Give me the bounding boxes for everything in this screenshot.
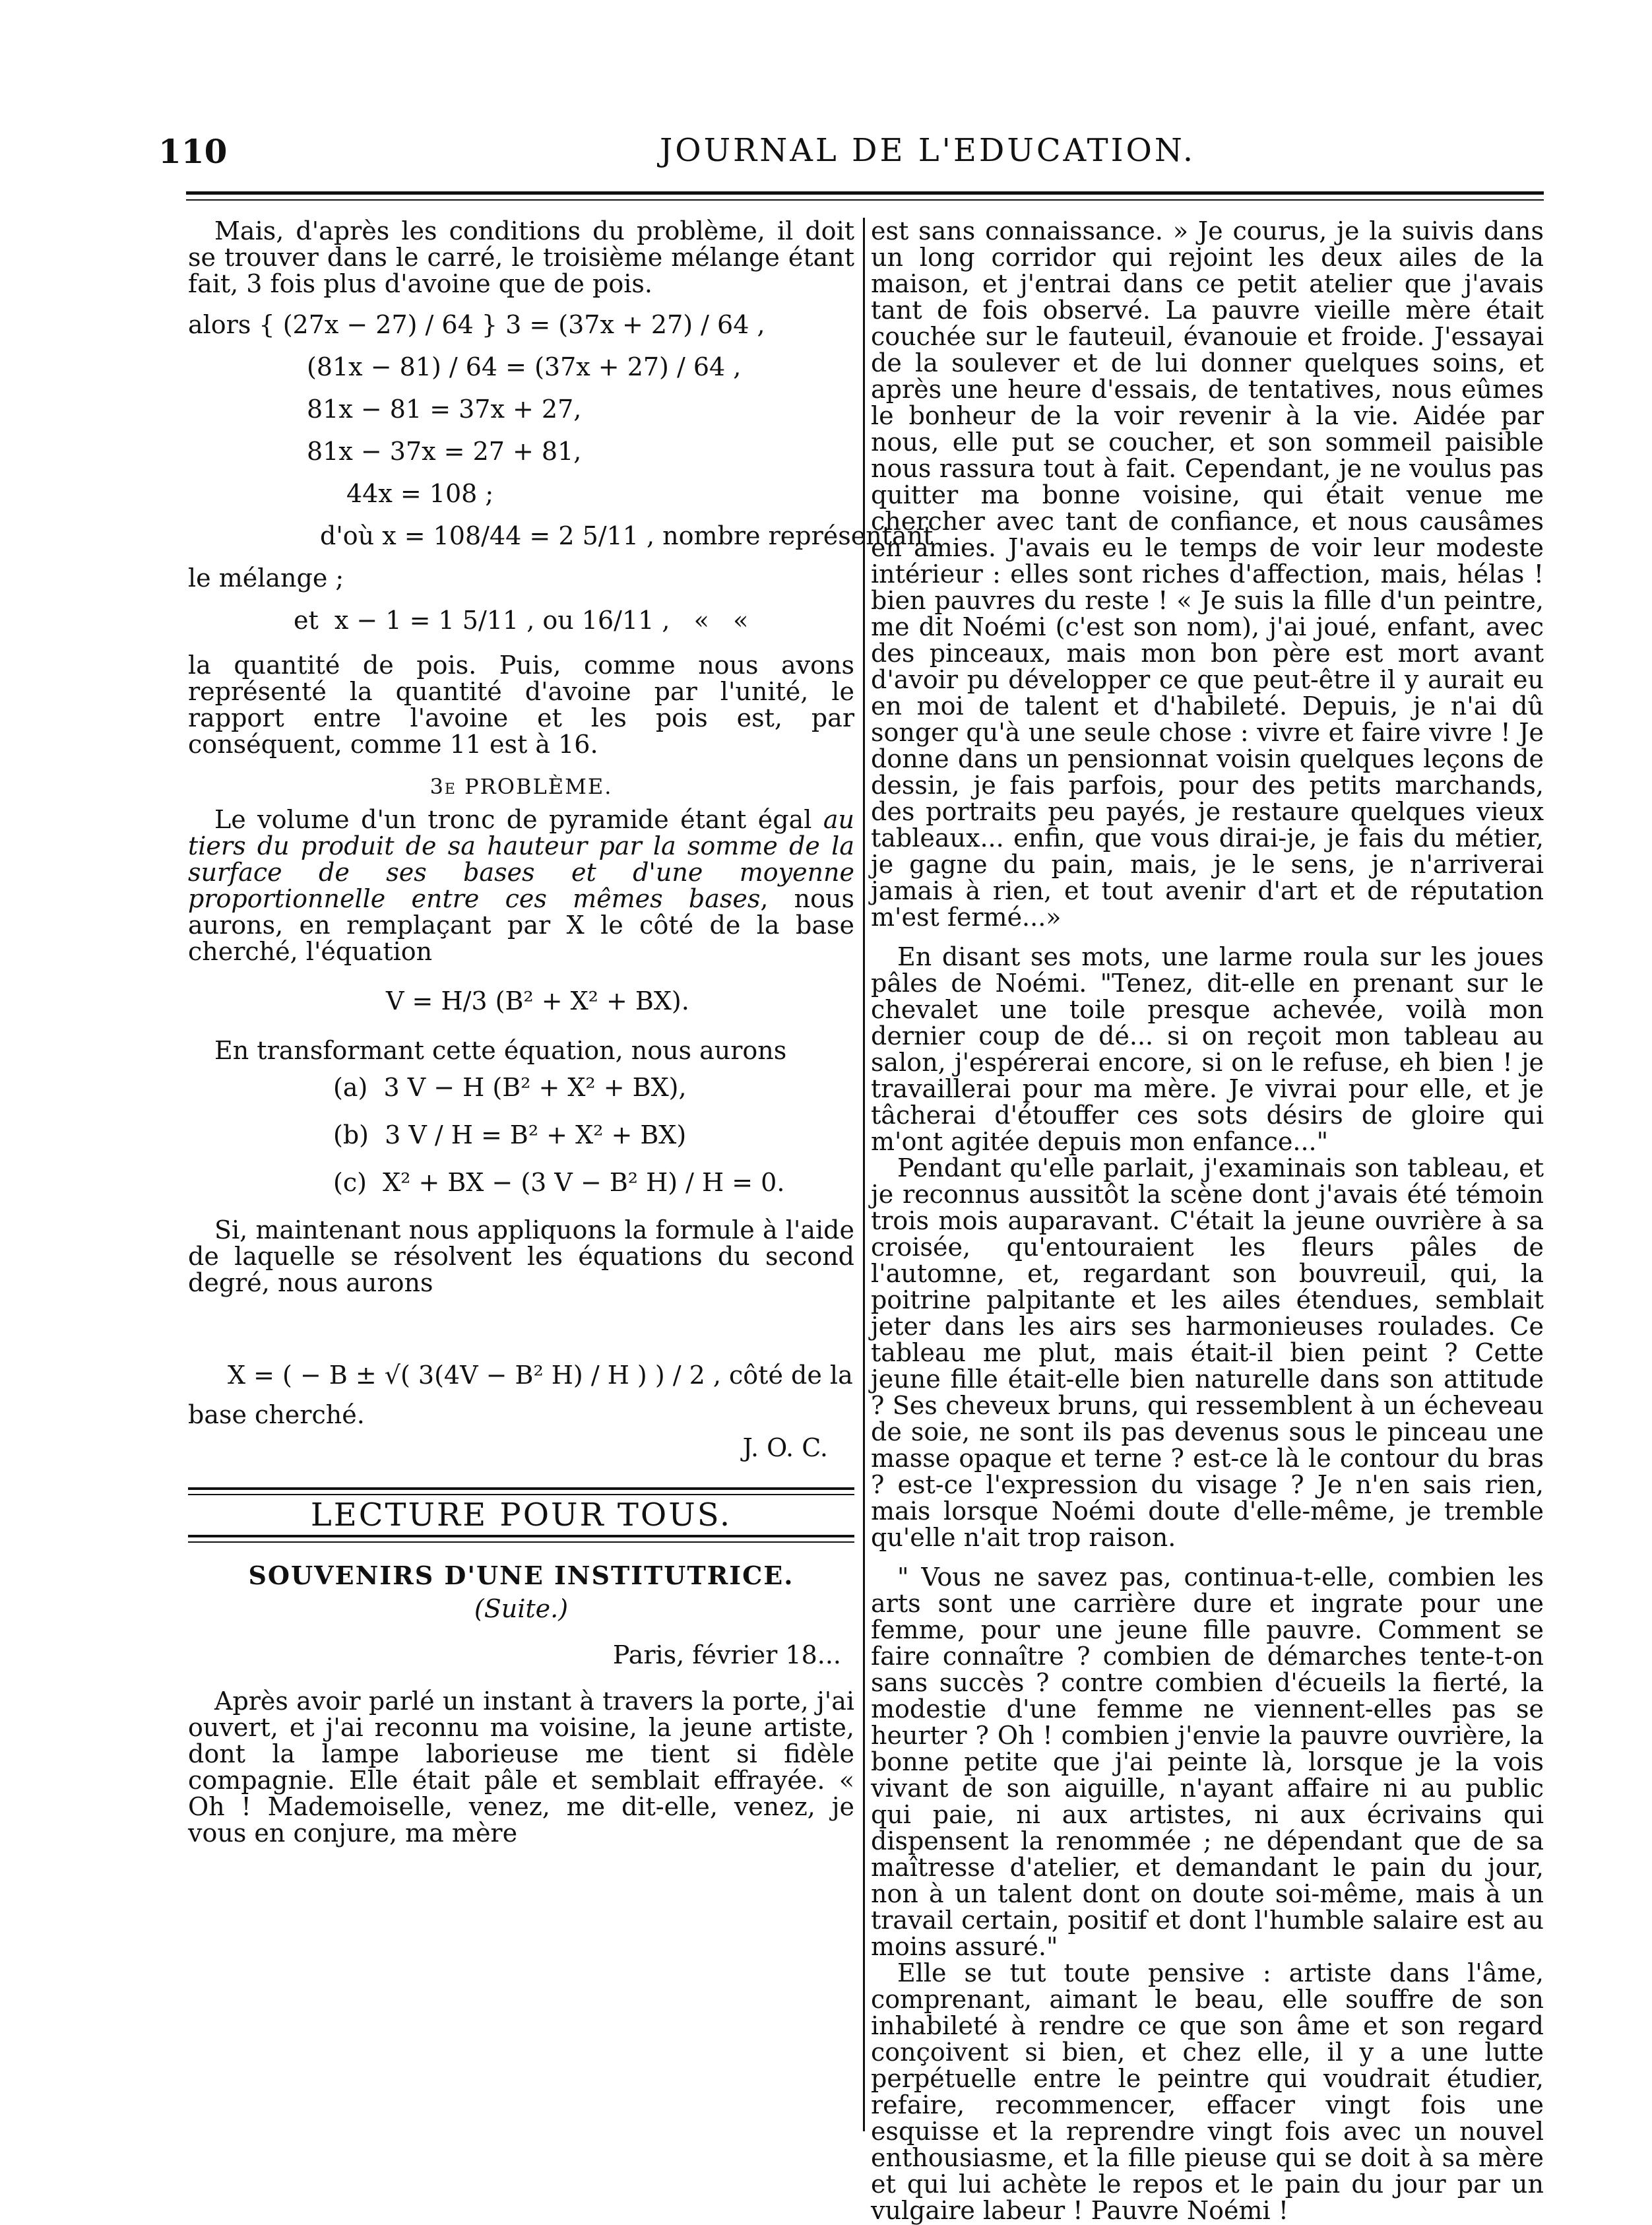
left-paragraph-3	[188, 806, 854, 965]
right-column	[871, 218, 1544, 2224]
right-paragraph-5: Elle se tut toute pensive : artiste dans l'âme, comprenant, aimant le beau, elle souffre de son inhabileté à rendre ce que son âme et son regard conçoivent si bien, et chez elle, il y a une lutte perpétuelle entre le peintre qui voudrait étudier, refaire, recommencer, effacer vingt fois une esquisse et la reprendre vingt fois avec un nouvel enthousiasme, et la fille pieuse qui se doit à sa mère et qui lui achète le repos et le pain du jour par un vulgaire labeur ! Pauvre Noémi !	[871, 1958, 1544, 2225]
p3-italic: au tiers du produit de sa hauteur par la somme de la surface de ses bases et d'une moyenne proportionnelle entre ces mêmes bases	[188, 805, 854, 913]
equation-x: X = ( − B ± √( 3(4V − B² H) / H ) ) / 2 , côté de la	[228, 1361, 853, 1390]
equation-b: (b) 3 V / H = B² + X² + BX)	[333, 1120, 687, 1149]
header-rule	[186, 191, 1544, 195]
left-paragraph-4: En transformant cette équation, nous aurons	[214, 1036, 787, 1065]
right-paragraph-2: En disant ses mots, une larme roula sur les joues pâles de Noémi. "Tenez, dit-elle en prenant sur le chevalet une toile presque achevée, voilà mon dernier coup de dé... si on reçoit mon tableau au salon, j'espérerai encore, si on le refuse, eh bien ! je travaillerai pour ma mère. Je vivrai pour elle, et je tâcherai d'étouffer ces sots désirs de gloire qui m'ont agitée depuis mon enfance..."	[871, 942, 1544, 1156]
story-subtitle: (Suite.)	[474, 1594, 569, 1623]
column-divider	[863, 218, 865, 2131]
equation-6: d'où x = 108/44 = 2 5/11 , nombre représentant	[320, 521, 934, 550]
left-paragraph-1: Mais, d'après les conditions du problème, il doit se trouver dans le carré, le troisième mélange étant fait, 3 fois plus d'avoine que de pois.	[188, 216, 854, 298]
equation-6-continued: le mélange ;	[188, 564, 344, 593]
p3-part-a: Le volume d'un tronc de pyramide étant égal	[214, 805, 823, 834]
signature: J. O. C.	[742, 1433, 828, 1462]
problem-heading: 3e PROBLÈME.	[429, 774, 613, 799]
left-column	[188, 216, 934, 1848]
left-paragraph-5: Si, maintenant nous appliquons la formule à l'aide de laquelle se résolvent les équations du second degré, nous aurons	[188, 1215, 854, 1297]
p3-part-c: , nous aurons, en remplaçant par X le côté de la base cherché, l'équation	[188, 884, 854, 966]
section-rule-thin	[188, 1494, 854, 1495]
left-paragraph-2: la quantité de pois. Puis, comme nous avons représenté la quantité d'avoine par l'unité, le rapport entre l'avoine et les pois est, par conséquent, comme 11 est à 16.	[188, 651, 854, 759]
story-title: SOUVENIRS D'UNE INSTITUTRICE.	[248, 1561, 794, 1590]
left-paragraph-6: Après avoir parlé un instant à travers la porte, j'ai ouvert, et j'ai reconnu ma voisine, la jeune artiste, dont la lampe laborieuse me tient si fidèle compagnie. Elle était pâle et semblait effrayée. « Oh ! Mademoiselle, venez, me dit-elle, venez, je vous en conjure, ma mère	[188, 1687, 854, 1848]
equation-5: 44x = 108 ;	[346, 479, 494, 508]
lecture-title: LECTURE POUR TOUS.	[310, 1497, 732, 1533]
equation-a: (a) 3 V − H (B² + X² + BX),	[333, 1073, 687, 1102]
equation-volume: V = H/3 (B² + X² + BX).	[386, 986, 689, 1016]
title-rule-thin	[188, 1541, 854, 1543]
equation-3: 81x − 81 = 37x + 27,	[307, 395, 582, 424]
equation-4: 81x − 37x = 27 + 81,	[307, 437, 582, 466]
equation-1: alors { (27x − 27) / 64 } 3 = (37x + 27) / 64 ,	[188, 310, 765, 339]
title-rule	[188, 1535, 854, 1537]
equation-block-2	[188, 1064, 854, 1206]
equation-x-continued: base cherché.	[188, 1400, 365, 1429]
equation-c: (c) X² + BX − (3 V − B² H) / H = 0.	[333, 1168, 785, 1197]
equation-2: (81x − 81) / 64 = (37x + 27) / 64 ,	[307, 352, 742, 381]
header-rule-thin	[186, 199, 1544, 201]
page-header	[0, 132, 1652, 185]
dateline: Paris, février 18...	[612, 1640, 841, 1669]
right-paragraph-3: Pendant qu'elle parlait, j'examinais son tableau, et je reconnus aussitôt la scène dont j'avais été témoin trois mois auparavant. C'était la jeune ouvrière à sa croisée, qu'entouraient les fleurs pâles de l'automne, et, regardant son bouvreuil, qui, la poitrine palpitante et les ailes étendues, semblait jeter dans les airs ses harmonieuses roulades. Ce tableau me plut, mais était-il bien peint ? Cette jeune fille était-elle bien naturelle dans son attitude ? Ses cheveux bruns, qui ressemblent à un écheveau de soie, ne sont ils pas devenus sous le pinceau une masse opaque et terne ? est-ce là le contour du bras ? est-ce l'expression du visage ? Je n'en sais rien, mais lorsque Noémi doute d'elle-même, je tremble qu'elle n'ait trop raison.	[871, 1153, 1544, 1552]
right-paragraph-1: est sans connaissance. » Je courus, je la suivis dans un long corridor qui rejoint les deux ailes de la maison, et j'entrai dans ce petit atelier que j'avais tant de fois observé. La pauvre vieille mère était couchée sur le fauteuil, évanouie et froide. J'essayai de la soulever et de lui donner quelques soins, et après une heure d'essais, de tentatives, nous eûmes le bonheur de la voir revenir à la vie. Aidée par nous, elle put se coucher, et son sommeil paisible nous rassura tout à fait. Cependant, je ne voulus pas quitter ma bonne voisine, qui était venue me chercher avec tant de confiance, et nous causâmes en amies. J'avais eu le temps de voir leur modeste intérieur : elles sont riches d'affection, mais, hélas ! bien pauvres du reste ! « Je suis la fille d'un peintre, me dit Noémi (c'est son nom), j'ai joué, enfant, avec des pinceaux, mais mon bon père est mort avant d'avoir pu développer ce que peut-être il y aurait eu en moi de talent et d'habileté. Depuis, je n'ai dû songer qu'à une seule chose : vivre et faire vivre ! Je donne dans un pensionnat voisin quelques leçons de dessin, je fais parfois, pour des petits marchands, des portraits peu payés, je restaure quelques vieux tableaux... enfin, que vous dirai-je, je fais du métier, je gagne du pain, mais, je le sens, je n'arriverai jamais à rien, et tout avenir d'art et de réputation m'est fermé...»	[871, 216, 1544, 932]
equation-block-1	[188, 304, 934, 641]
journal-title: JOURNAL DE L'EDUCATION.	[660, 132, 1196, 169]
equation-7: et x − 1 = 1 5/11 , ou 16/11 , « «	[294, 606, 749, 635]
section-rule	[188, 1487, 854, 1490]
right-paragraph-4: " Vous ne savez pas, continua-t-elle, combien les arts sont une carrière dure et ingrate pour une femme, pour une jeune fille pauvre. Comment se faire connaître ? combien de démarches tente-t-on sans succès ? contre combien d'écueils la fierté, la modestie d'une femme ne viennent-elles pas se heurter ? Oh ! combien j'envie la pauvre ouvrière, la bonne petite que j'ai peinte là, lorsque je la vois vivant de son aiguille, n'ayant affaire ni au public qui paie, ni aux artistes, ni aux écrivains qui dispensent la renommée ; ne dépendant que de sa maîtresse d'atelier, et demandant le pain du jour, non à un talent dont on doute soi-même, mais à un travail certain, positif et dont l'humble salaire est au moins assuré."	[871, 1563, 1544, 1961]
page-number: 110	[158, 132, 228, 171]
